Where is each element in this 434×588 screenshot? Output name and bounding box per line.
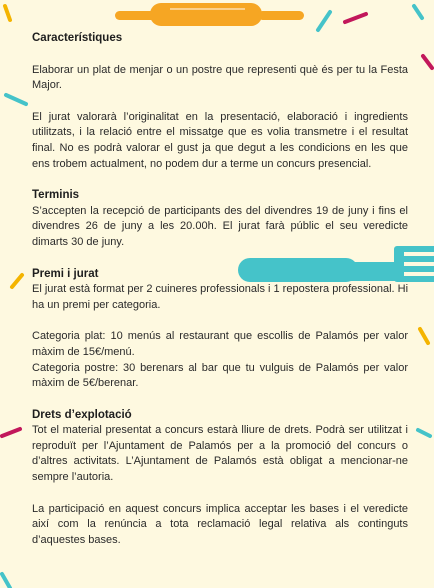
paragraph: Elaborar un plat de menjar o un postre que representi què és per tu la Festa Major. bbox=[32, 63, 408, 92]
paragraph: La participació en aquest concurs implica acceptar les bases i el veredicte així com la renúncia a tota reclamació legal relativa als continguts d’aquestes bases. bbox=[32, 502, 408, 546]
section-title: Drets d’explotació bbox=[32, 408, 132, 421]
paragraph: Tot el material presentat a concurs estarà lliure de drets. Podrà ser utilitzat i reproduït per l’Ajuntament de Palamós per a la promoció del concurs o d’altres activitats. L’Ajuntament de Palamós està obligat a mencionar-ne sempre l’autoria. bbox=[32, 424, 408, 484]
section-terminis bbox=[32, 188, 408, 250]
rolling-pin-icon bbox=[115, 3, 304, 26]
section-drets-explotacio bbox=[32, 408, 408, 549]
paragraph: El jurat valorarà l’originalitat en la presentació, elaboració i ingredients utilitzats, i la relació entre el missatge que es volia transmetre i el resultat final. No es podrà valorar el gust ja que degut a les condicions en les que ens trobem actualment, no podem dur a terme un concurs presencial. bbox=[32, 110, 408, 170]
paragraph: S’accepten la recepció de participants des del divendres 19 de juny i fins el divendres 26 de juny a les 20.00h. El jurat farà públic el seu veredicte dimarts 30 de juny. bbox=[32, 204, 408, 248]
section-title: Premi i jurat bbox=[32, 267, 99, 280]
paragraph: Categoria postre: 30 berenars al bar que tu vulguis de Palamós per valor màxim de 5€/berenar. bbox=[32, 361, 408, 390]
section-premi-jurat bbox=[32, 267, 408, 392]
paragraph: El jurat està format per 2 cuineres professionals i 1 repostera professional. Hi ha un premi per categoria. bbox=[32, 283, 409, 311]
section-title: Característiques bbox=[32, 32, 123, 44]
main-content bbox=[32, 31, 408, 548]
section-caracteristiques bbox=[32, 31, 408, 172]
paragraph: Categoria plat: 10 menús al restaurant que escollis de Palamós per valor màxim de 15€/menú. bbox=[32, 330, 408, 358]
section-title: Terminis bbox=[32, 189, 80, 202]
